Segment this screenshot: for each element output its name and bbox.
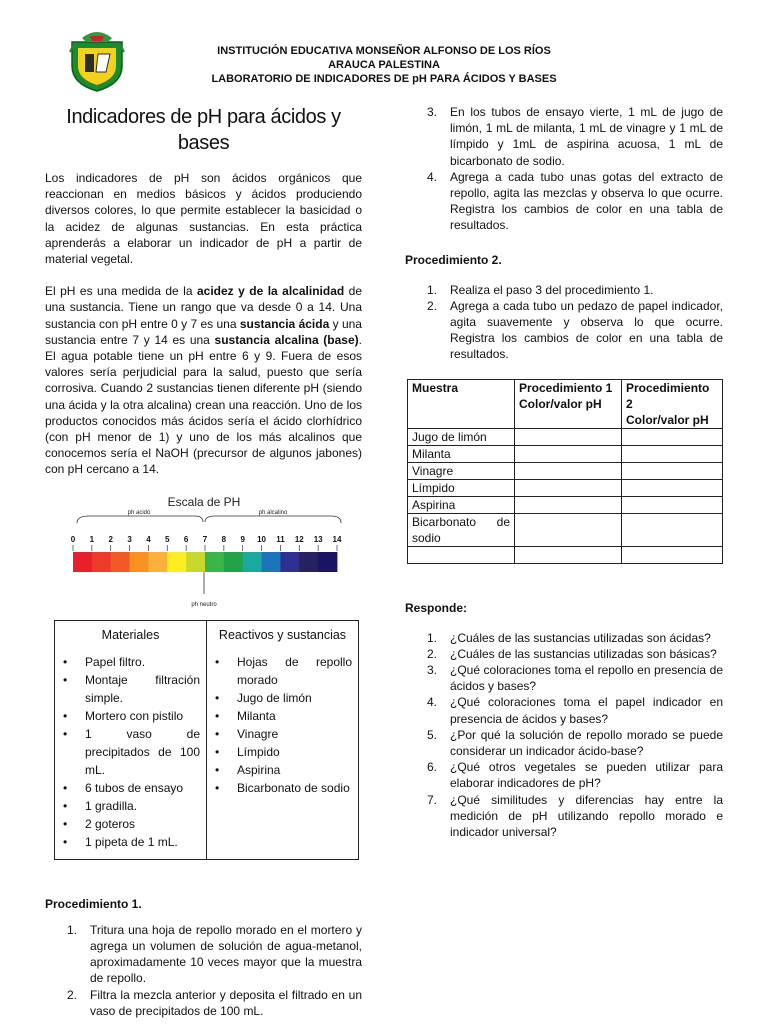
- result-cell[interactable]: [515, 445, 622, 462]
- procedure-step: [405, 104, 723, 169]
- result-cell[interactable]: [622, 445, 723, 462]
- step-number: 2.: [67, 987, 78, 1002]
- page-title: Indicadores de pH para ácidos y bases: [66, 106, 341, 154]
- material-item: • Papel filtro.: [61, 653, 200, 671]
- scale-tick-label: 9: [240, 534, 245, 544]
- text-run: . El agua potable tiene un pH entre 6 y 9. Fuera de esos valores sería perjudicial para la salud, puesto que sería corrosiva. Cuando 2 sustancias tienen diferente pH (siendo una ácida y la otra alcalina) crean una reacción. Uno de los productos conocidos más ácidos sería el ácido clorhídrico (con pH menor de 1) y uno de los más alcalinos que conocemos sería el NaOH (precursor de algunos jabones) con pH cercano a 14.: [45, 332, 362, 477]
- materials-cell: [55, 620, 207, 859]
- scale-color-segment: [243, 552, 262, 572]
- scale-color-segment: [148, 552, 167, 572]
- school-crest-logo: [68, 28, 126, 92]
- reagent-item: • Límpido: [213, 743, 352, 761]
- step-text: ¿Qué coloraciones toma el repollo en presencia de ácidos y bases?: [450, 663, 723, 694]
- material-item: • 6 tubos de ensayo: [61, 779, 200, 797]
- table-row: [408, 546, 723, 563]
- sample-cell: [408, 513, 515, 546]
- step-text: Tritura una hoja de repollo morado en el mortero y agrega un volumen de solución de agua-metanol, aproximadamente 10 veces mayor que la muestra de repollo.: [90, 922, 362, 986]
- reagent-item: • Hojas de repollo morado: [213, 653, 352, 689]
- question-item: [405, 646, 723, 662]
- material-item: • 2 goteros: [61, 815, 200, 833]
- sample-cell: Jugo de limón: [408, 428, 515, 445]
- table-row: [408, 479, 723, 496]
- scale-tick-label: 11: [276, 534, 285, 544]
- reagent-item: • Bicarbonato de sodio: [213, 779, 352, 797]
- right-column: [405, 104, 723, 840]
- result-cell[interactable]: [515, 428, 622, 445]
- result-cell[interactable]: [515, 462, 622, 479]
- scale-color-segment: [299, 552, 318, 572]
- step-number: 3.: [427, 663, 438, 678]
- step-number: 5.: [427, 727, 438, 742]
- result-cell[interactable]: [622, 479, 723, 496]
- reagents-list: [213, 653, 352, 797]
- col-procedure-1: [515, 379, 622, 428]
- reagents-heading: Reactivos y sustancias: [218, 627, 347, 642]
- material-item: • Montaje filtración simple.: [61, 671, 200, 707]
- scale-tick-label: 1: [89, 534, 95, 544]
- scale-color-segment: [262, 552, 281, 572]
- table-row: [408, 513, 723, 546]
- question-item: [405, 792, 723, 841]
- reagents-cell: [207, 620, 359, 859]
- questions-list: [405, 630, 723, 841]
- result-cell[interactable]: [622, 546, 723, 563]
- materials-table: [54, 620, 359, 860]
- result-cell[interactable]: [622, 513, 723, 546]
- step-text: ¿Qué otros vegetales se pueden utilizar para elaborar indicadores de pH?: [450, 760, 723, 791]
- scale-color-segment: [92, 552, 111, 572]
- scale-tick-label: 7: [202, 534, 208, 544]
- table-row: [408, 462, 723, 479]
- bold-term: sustancia ácida: [239, 316, 330, 331]
- reagent-item: • Aspirina: [213, 761, 352, 779]
- neutral-label: ph neutro: [191, 601, 217, 608]
- bold-term: acidez y de la alcalinidad: [196, 284, 345, 299]
- sample-name-part: de: [496, 514, 510, 529]
- procedure-step: [405, 169, 723, 234]
- step-number: 1.: [427, 282, 438, 297]
- sample-cell: [408, 546, 515, 563]
- question-item: [405, 759, 723, 791]
- step-text: Agrega a cada tubo un pedazo de papel indicador, agita suavemente y observa lo que ocurre. Registra los cambios de color en una tabla de resultados.: [450, 298, 723, 362]
- step-number: 4.: [427, 695, 438, 710]
- step-number: 2.: [427, 298, 438, 313]
- step-text: Realiza el paso 3 del procedimiento 1.: [450, 282, 654, 297]
- result-cell[interactable]: [515, 513, 622, 546]
- material-item: • 1 pipeta de 1 mL.: [61, 833, 200, 851]
- reagent-item: • Vinagre: [213, 725, 352, 743]
- question-item: [405, 630, 723, 646]
- scale-tick-label: 12: [294, 534, 304, 544]
- col-procedure-1-sub: Color/valor pH: [519, 396, 602, 411]
- sample-cell: Límpido: [408, 479, 515, 496]
- procedure-2-title: Procedimiento 2.: [405, 252, 502, 267]
- scale-color-segment: [73, 552, 92, 572]
- step-text: ¿Qué similitudes y diferencias hay entre la medición de pH utilizando repollo morado e indicador universal?: [450, 792, 723, 840]
- sample-cell: Aspirina: [408, 496, 515, 513]
- result-cell[interactable]: [515, 479, 622, 496]
- scale-tick-label: 6: [183, 534, 189, 544]
- procedure-1-steps-continued: [405, 104, 723, 234]
- result-cell[interactable]: [515, 546, 622, 563]
- col-procedure-2-label: Procedimiento 2: [626, 380, 710, 411]
- header-location: ARAUCA PALESTINA: [328, 59, 440, 71]
- scale-tick-label: 10: [257, 534, 267, 544]
- procedure-step: [405, 282, 723, 298]
- sample-cell: Vinagre: [408, 462, 515, 479]
- procedure-step: [45, 922, 362, 987]
- step-text: ¿Cuáles de las sustancias utilizadas son básicas?: [450, 646, 717, 661]
- bold-term: sustancia alcalina (base): [214, 332, 359, 347]
- step-text: ¿Por qué la solución de repollo morado se puede considerar un indicador ácido-base?: [450, 727, 723, 759]
- scale-tick-label: 13: [313, 534, 323, 544]
- step-number: 1.: [67, 922, 78, 937]
- step-text: ¿Qué coloraciones toma el papel indicador en presencia de ácidos y bases?: [450, 695, 723, 726]
- text-run: El pH es una medida de la: [45, 284, 197, 299]
- col-procedure-1-label: Procedimiento 1: [519, 380, 613, 395]
- scale-color-segment: [318, 552, 337, 572]
- scale-color-segment: [224, 552, 243, 572]
- step-number: 6.: [427, 760, 438, 775]
- text-run: de una sustancia. Tiene un rango que va desde 0 a 14. Una sustancia con pH entre 0 y 7 es una: [45, 284, 363, 331]
- step-text: ¿Cuáles de las sustancias utilizadas son ácidas?: [450, 630, 711, 645]
- scale-tick-label: 2: [108, 534, 113, 544]
- materials-list: [61, 653, 200, 851]
- table-row: [408, 496, 723, 513]
- material-item: • 1 vaso de precipitados de 100 mL.: [61, 725, 200, 779]
- scale-title: Escala de PH: [167, 494, 241, 509]
- text-run: y una sustancia entre 7 y 14 es una: [45, 316, 362, 347]
- result-cell[interactable]: [622, 428, 723, 445]
- sample-name-part: sodio: [412, 530, 441, 545]
- alkaline-label: ph alcalino: [258, 509, 288, 516]
- material-item: • Mortero con pistilo: [61, 707, 200, 725]
- question-item: [405, 727, 723, 759]
- scale-tick-label: 3: [127, 534, 132, 544]
- step-number: 7.: [427, 792, 438, 807]
- result-cell[interactable]: [622, 496, 723, 513]
- sample-name-part: Bicarbonato: [412, 514, 477, 529]
- procedure-1-steps: [45, 922, 362, 1019]
- step-number: 1.: [427, 630, 438, 645]
- scale-color-segment: [186, 552, 205, 572]
- scale-color-segment: [111, 552, 130, 572]
- procedure-2-steps: [405, 282, 723, 363]
- results-table: [407, 379, 723, 564]
- question-item: [405, 694, 723, 726]
- procedure-step: [405, 298, 723, 363]
- reagent-item: • Milanta: [213, 707, 352, 725]
- left-column: [45, 104, 362, 1019]
- ph-scale-figure: [69, 494, 349, 610]
- question-item: [405, 662, 723, 694]
- result-cell[interactable]: [622, 462, 723, 479]
- step-number: 2.: [427, 646, 438, 661]
- step-text: Filtra la mezcla anterior y deposita el filtrado en un vaso de precipitados de 100 mL.: [90, 987, 362, 1018]
- responde-title: Responde:: [405, 600, 468, 615]
- materials-heading: Materiales: [101, 627, 160, 642]
- table-row: [408, 445, 723, 462]
- scale-tick-label: 8: [221, 534, 227, 544]
- header-lab-title: LABORATORIO DE INDICADORES DE pH PARA ÁCIDOS Y BASES: [211, 73, 557, 85]
- material-item: • 1 gradilla.: [61, 797, 200, 815]
- scale-color-segment: [167, 552, 186, 572]
- col-procedure-2-sub: Color/valor pH: [626, 412, 709, 427]
- scale-tick-label: 0: [70, 534, 76, 544]
- acid-label: ph acido: [127, 509, 151, 516]
- col-procedure-2: [622, 379, 723, 428]
- scale-color-segment: [130, 552, 149, 572]
- scale-color-segment: [280, 552, 299, 572]
- scale-tick-label: 4: [146, 534, 151, 544]
- result-cell[interactable]: [515, 496, 622, 513]
- reagent-item: • Jugo de limón: [213, 689, 352, 707]
- ph-scale-graphic: [69, 494, 349, 610]
- step-text: En los tubos de ensayo vierte, 1 mL de jugo de limón, 1 mL de milanta, 1 mL de vinagre y 1 mL de límpido y 1mL de aspirina acuosa, 1 mL de bicarbonato de sodio.: [450, 105, 723, 168]
- procedure-1-title: Procedimiento 1.: [45, 896, 142, 911]
- col-muestra: Muestra: [408, 379, 515, 428]
- scale-tick-label: 14: [332, 534, 342, 544]
- document-header: [130, 44, 638, 86]
- scale-tick-label: 5: [165, 534, 170, 544]
- step-text: Agrega a cada tubo unas gotas del extracto de repollo, agita las mezclas y observa lo que ocurre. Registra los cambios de color en una tabla de resultados.: [450, 169, 723, 233]
- scale-color-segment: [205, 552, 224, 572]
- sample-cell: Milanta: [408, 445, 515, 462]
- header-institution: INSTITUCIÓN EDUCATIVA MONSEÑOR ALFONSO DE LOS RÍOS: [217, 45, 551, 57]
- step-number: 4.: [427, 169, 438, 184]
- step-number: 3.: [427, 105, 438, 119]
- procedure-step: [45, 987, 362, 1019]
- intro-paragraph: Los indicadores de pH son ácidos orgánicos que reaccionan en medios básicos y ácidos produciendo diversos colores, lo que permite establecer la basicidad o la acidez de algunas sustancias. En esta práctica aprenderás a elaborar un indicador de pH a partir de material vegetal.: [45, 171, 362, 267]
- table-row: [408, 428, 723, 445]
- ph-definition-paragraph: [45, 283, 362, 477]
